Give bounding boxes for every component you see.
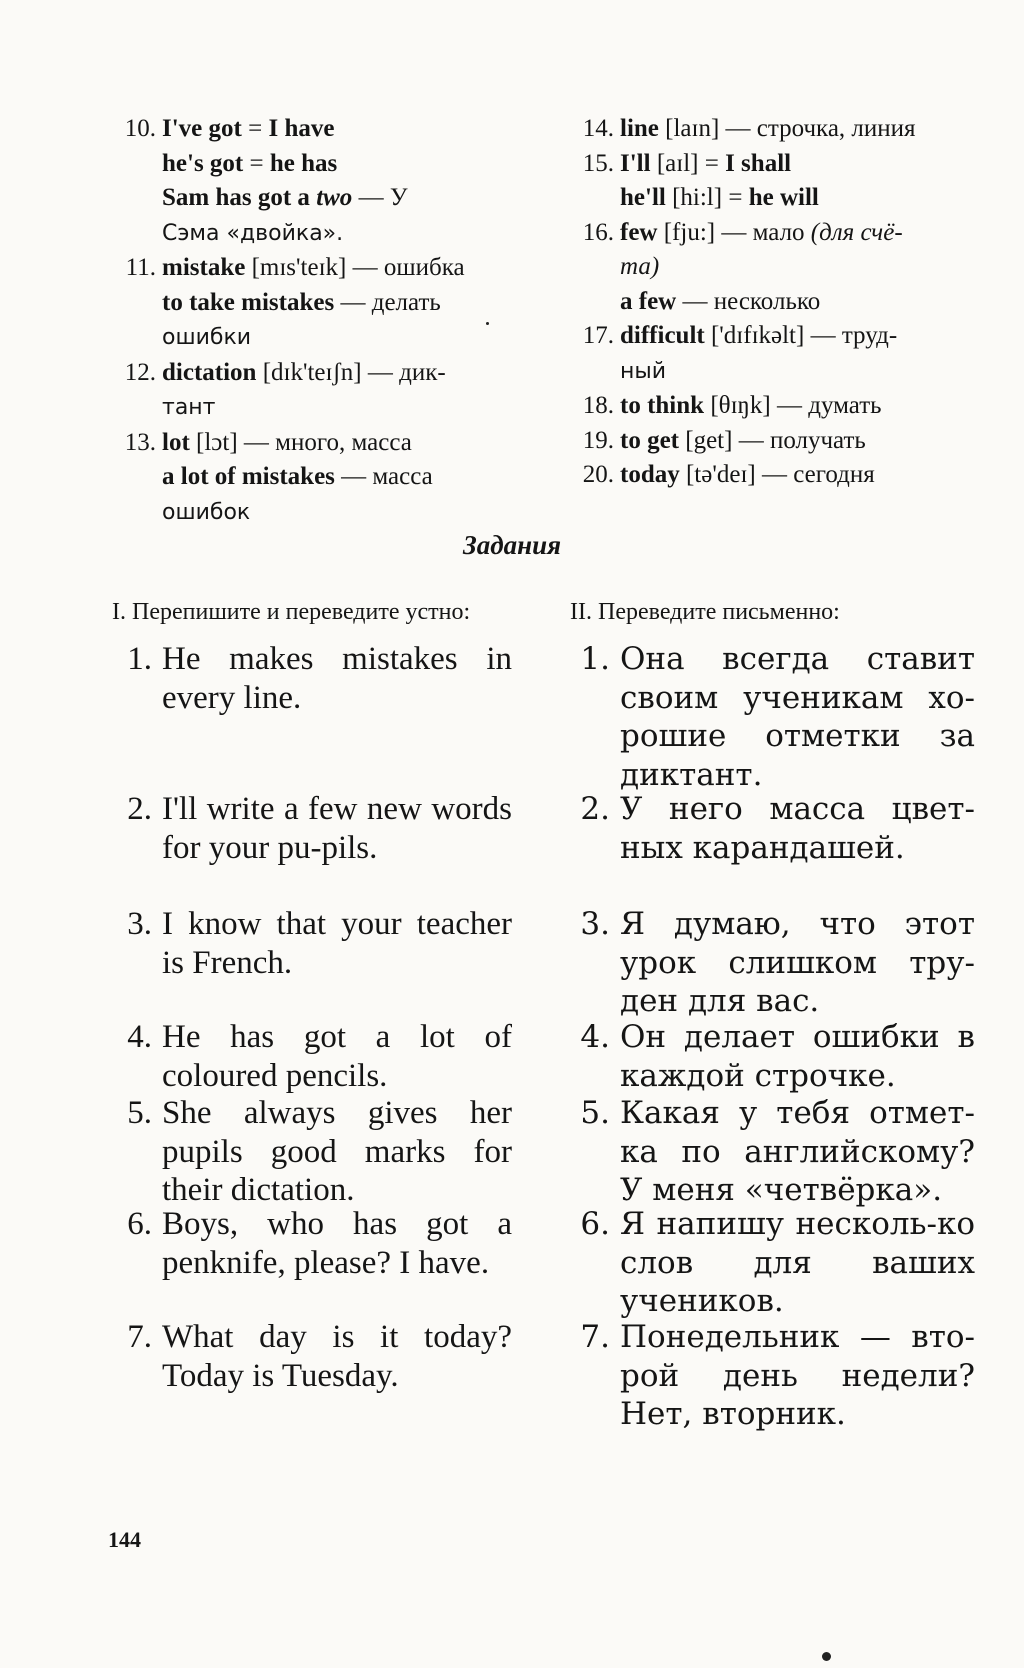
exercise-text: He has got a lot of coloured pencils. bbox=[162, 1019, 512, 1094]
exercise-number: 3. bbox=[580, 906, 610, 942]
vocab-line bbox=[162, 390, 522, 426]
section-title: Задания bbox=[462, 530, 562, 560]
exercise-item bbox=[570, 905, 975, 1021]
exercise-text: Он делает ошибки в каждой строчке. bbox=[620, 1019, 975, 1094]
vocab-item bbox=[570, 216, 980, 320]
exercise-number: 7. bbox=[580, 1319, 610, 1355]
vocab-line bbox=[620, 147, 980, 182]
vocab-segment: few bbox=[620, 218, 658, 246]
exercise-number: 1. bbox=[127, 641, 152, 677]
exercise-number: 3. bbox=[127, 906, 152, 942]
vocab-segment: [laɪn] — строчка, линия bbox=[658, 115, 916, 142]
vocab-item bbox=[112, 356, 522, 426]
vocab-line bbox=[620, 285, 980, 320]
vocab-line bbox=[620, 181, 980, 216]
exercise-item bbox=[112, 1018, 512, 1095]
vocab-segment: difficult bbox=[620, 322, 705, 349]
vocab-item-number: 19. bbox=[582, 426, 614, 454]
vocab-segment: I shall bbox=[725, 149, 792, 177]
vocab-segment: he'll bbox=[620, 184, 666, 211]
vocab-item-number: 16. bbox=[582, 218, 614, 246]
vocab-item-number: 11. bbox=[125, 254, 156, 281]
vocab-segment: two bbox=[316, 184, 353, 211]
exercise-number: 5. bbox=[127, 1095, 152, 1131]
vocab-item-number: 14. bbox=[582, 115, 614, 142]
exercise-number: 2. bbox=[127, 791, 152, 827]
exercise-text: Какая у тебя отмет-ка по английскому? У меня «четвёрка». bbox=[620, 1095, 975, 1208]
vocab-segment: I've got bbox=[162, 115, 242, 142]
vocab-line bbox=[162, 112, 522, 147]
vocab-line bbox=[162, 147, 522, 182]
exercise-item bbox=[112, 1205, 512, 1282]
vocab-segment: [get] — получать bbox=[679, 426, 866, 454]
exercise-item bbox=[570, 640, 975, 794]
vocab-segment: Sam has got a bbox=[162, 184, 317, 211]
exercise-text: I know that your teacher is French. bbox=[162, 906, 512, 981]
vocab-segment: a lot of mistakes bbox=[162, 463, 335, 490]
exercise-number: 6. bbox=[580, 1206, 610, 1242]
vocab-item bbox=[570, 389, 980, 424]
vocab-segment: [tə'deɪ] — сегодня bbox=[679, 461, 875, 488]
vocab-line bbox=[620, 458, 980, 493]
vocab-line bbox=[620, 424, 980, 459]
vocab-segment: [aɪl] = bbox=[650, 149, 726, 177]
vocab-line bbox=[162, 495, 522, 531]
task1-heading: I. Перепишите и переведите устно: bbox=[112, 599, 471, 625]
vocab-segment: to get bbox=[620, 426, 679, 454]
vocab-line bbox=[620, 319, 980, 354]
vocab-segment: [lɔt] — много, масса bbox=[189, 428, 412, 456]
vocab-segment: he will bbox=[748, 184, 819, 211]
vocab-segment: to think bbox=[620, 392, 705, 419]
vocab-item bbox=[112, 112, 522, 251]
exercise-number: 4. bbox=[580, 1019, 610, 1055]
vocab-segment: line bbox=[620, 115, 659, 142]
scan-speck bbox=[486, 322, 489, 325]
vocab-segment: lot bbox=[162, 428, 190, 456]
exercise-item bbox=[112, 790, 512, 867]
vocab-segment: Сэма «двойка». bbox=[162, 220, 344, 246]
exercise-item bbox=[570, 790, 975, 867]
exercise-text: I'll write a few new words for your pu-pils. bbox=[162, 791, 512, 866]
vocab-line bbox=[620, 112, 980, 147]
vocab-segment: [fju:] — мало bbox=[657, 218, 811, 246]
vocab-item-number: 13. bbox=[124, 428, 156, 456]
vocab-segment: ['dɪfɪkəlt] — труд- bbox=[704, 322, 898, 349]
vocab-line bbox=[620, 216, 980, 251]
vocab-segment: to take mistakes bbox=[162, 288, 335, 316]
vocab-segment: = bbox=[241, 115, 269, 142]
exercise-text: What day is it today? Today is Tuesday. bbox=[162, 1319, 512, 1394]
task2-heading: II. Переведите письменно: bbox=[570, 599, 840, 625]
vocab-segment: — масса bbox=[334, 463, 433, 490]
vocab-segment: [θɪŋk] — думать bbox=[704, 392, 882, 419]
vocab-item bbox=[570, 458, 980, 493]
vocab-segment: I'll bbox=[620, 149, 651, 177]
exercise-text: У него масса цвет-ных карандашей. bbox=[620, 791, 975, 866]
vocab-item-number: 18. bbox=[582, 392, 614, 419]
vocab-line bbox=[162, 320, 522, 356]
vocab-line bbox=[162, 251, 522, 286]
exercise-item bbox=[570, 1018, 975, 1095]
vocab-item bbox=[570, 147, 980, 216]
exercise-item bbox=[112, 640, 512, 717]
vocab-segment: (для счё- bbox=[810, 218, 903, 246]
exercise-number: 7. bbox=[127, 1319, 152, 1355]
vocab-segment: he has bbox=[269, 149, 338, 177]
exercise-item bbox=[112, 1318, 512, 1395]
page-number: 144 bbox=[108, 1527, 141, 1552]
exercise-text: She always gives her pupils good marks for their dictation. bbox=[162, 1095, 512, 1208]
vocab-item bbox=[570, 112, 980, 147]
vocab-line bbox=[162, 460, 522, 495]
vocab-item-number: 17. bbox=[582, 322, 614, 349]
exercise-number: 2. bbox=[580, 791, 610, 827]
vocab-column-right bbox=[570, 112, 980, 493]
exercise-number: 4. bbox=[127, 1019, 152, 1055]
vocab-item bbox=[570, 424, 980, 459]
vocab-item-number: 10. bbox=[124, 115, 156, 142]
vocab-segment: mistake bbox=[162, 254, 246, 281]
vocab-item-number: 15. bbox=[582, 149, 614, 177]
vocab-segment: та) bbox=[620, 253, 660, 280]
vocab-segment: тант bbox=[162, 395, 216, 420]
vocab-item bbox=[112, 426, 522, 531]
exercise-item bbox=[570, 1205, 975, 1321]
vocab-segment: [mɪs'teɪk] — ошибка bbox=[245, 254, 465, 281]
vocab-segment: today bbox=[620, 461, 680, 488]
exercise-text: Boys, who has got a penknife, please? I have. bbox=[162, 1206, 512, 1281]
exercise-text: Понедельник — вто-рой день недели? Нет, вторник. bbox=[620, 1319, 975, 1432]
vocab-line bbox=[162, 286, 522, 321]
exercise-text: Я думаю, что этот урок слишком тру-ден для вас. bbox=[620, 906, 975, 1019]
exercise-number: 5. bbox=[580, 1095, 610, 1131]
vocab-line bbox=[162, 181, 522, 216]
vocab-segment: he's got bbox=[162, 149, 244, 177]
vocab-item bbox=[570, 319, 980, 389]
vocab-segment: = bbox=[243, 149, 270, 177]
exercise-item bbox=[570, 1094, 975, 1210]
vocab-line bbox=[162, 426, 522, 461]
exercise-text: He makes mistakes in every line. bbox=[162, 641, 512, 716]
exercise-number: 1. bbox=[580, 641, 610, 677]
vocab-item-number: 12. bbox=[124, 358, 156, 386]
vocab-line bbox=[620, 250, 980, 285]
exercise-item bbox=[112, 905, 512, 982]
vocab-segment: dictation bbox=[162, 358, 257, 386]
vocab-item-number: 20. bbox=[582, 461, 614, 488]
vocab-segment: — У bbox=[352, 184, 408, 211]
vocab-segment: ошибок bbox=[162, 499, 251, 525]
exercise-number: 6. bbox=[127, 1206, 152, 1242]
scan-speck bbox=[822, 1652, 831, 1661]
exercise-text: Она всегда ставит своим ученикам хо-рошие отметки за диктант. bbox=[620, 641, 975, 793]
vocab-line bbox=[162, 216, 522, 252]
vocab-line bbox=[162, 356, 522, 391]
vocab-segment: [hi:l] = bbox=[665, 184, 749, 211]
vocab-column-left bbox=[112, 112, 522, 530]
vocab-segment: — делать bbox=[334, 288, 441, 316]
vocab-segment: ошибки bbox=[162, 325, 252, 350]
vocab-segment: I have bbox=[268, 115, 335, 142]
vocab-line bbox=[620, 354, 980, 390]
vocab-segment: [dɪk'teɪʃn] — дик- bbox=[256, 358, 446, 386]
vocab-segment: ный bbox=[620, 358, 667, 384]
exercise-item bbox=[570, 1318, 975, 1434]
vocab-item bbox=[112, 251, 522, 356]
exercise-item bbox=[112, 1094, 512, 1210]
vocab-line bbox=[620, 389, 980, 424]
vocab-segment: — несколько bbox=[676, 287, 821, 315]
vocab-segment: a few bbox=[620, 287, 677, 315]
exercise-text: Я напишу несколь-ко слов для ваших учеников. bbox=[620, 1206, 975, 1319]
